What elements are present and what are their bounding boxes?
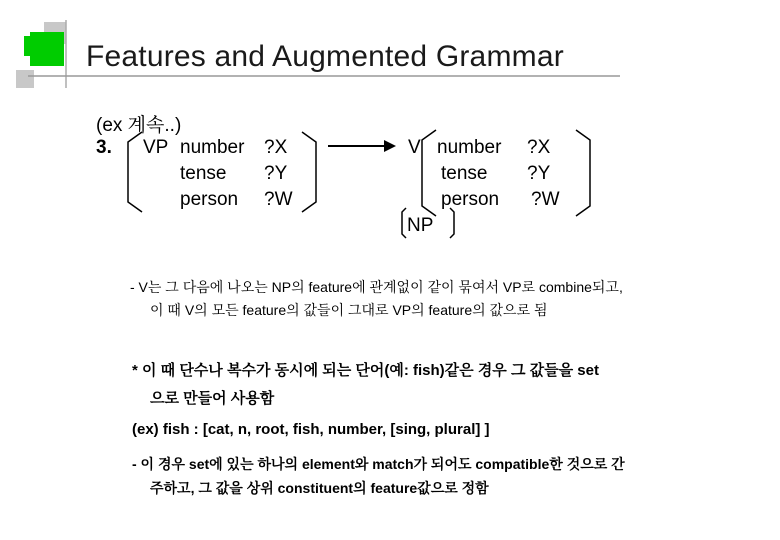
- right-bracket-close: [572, 126, 596, 220]
- right-feature-value: ?W: [531, 189, 560, 210]
- np-label: NP: [407, 215, 434, 236]
- example-heading: (ex 계속..): [96, 115, 182, 136]
- right-arrow-icon: [326, 136, 398, 156]
- deco-green-small: [24, 36, 34, 56]
- right-feature-value: ?Y: [527, 163, 551, 184]
- note3-line2: 주하고, 그 값을 상위 constituent의 feature값으로 정함: [150, 480, 489, 496]
- right-feature-name: person: [441, 189, 500, 210]
- left-feature-name: number: [180, 137, 245, 158]
- right-feature-name: tense: [441, 163, 488, 184]
- right-feature-name: number: [437, 137, 502, 158]
- left-feature-value: ?Y: [264, 163, 288, 184]
- note2-line1: * 이 때 단수나 복수가 동시에 되는 단어(예: fish)같은 경우 그 값들을 set: [132, 362, 599, 379]
- right-feature-value: ?X: [527, 137, 551, 158]
- page-title: Features and Augmented Grammar: [86, 40, 564, 73]
- left-feature-name: person: [180, 189, 239, 210]
- note3-line1: - 이 경우 set에 있는 하나의 element와 match가 되어도 compatible한 것으로 간: [132, 456, 625, 472]
- note1-line2: 이 때 V의 모든 feature의 값들이 그대로 VP의 feature의 값으로 됨: [150, 302, 548, 318]
- left-bracket-close: [298, 128, 322, 216]
- left-feature-value: ?X: [264, 137, 288, 158]
- right-head: V: [408, 137, 421, 158]
- left-head: VP: [143, 137, 169, 158]
- example2: (ex) fish : [cat, n, root, fish, number, [sing, plural] ]: [132, 421, 490, 438]
- note2-line2: 으로 만들어 사용함: [150, 390, 275, 407]
- note1-line1: - V는 그 다음에 나오는 NP의 feature에 관계없이 같이 묶여서 VP로 combine되고,: [130, 279, 623, 295]
- deco-gray-square-left: [16, 70, 34, 88]
- left-feature-name: tense: [180, 163, 227, 184]
- deco-green-square: [30, 32, 64, 66]
- rule-number: 3.: [96, 137, 112, 158]
- left-feature-value: ?W: [264, 189, 293, 210]
